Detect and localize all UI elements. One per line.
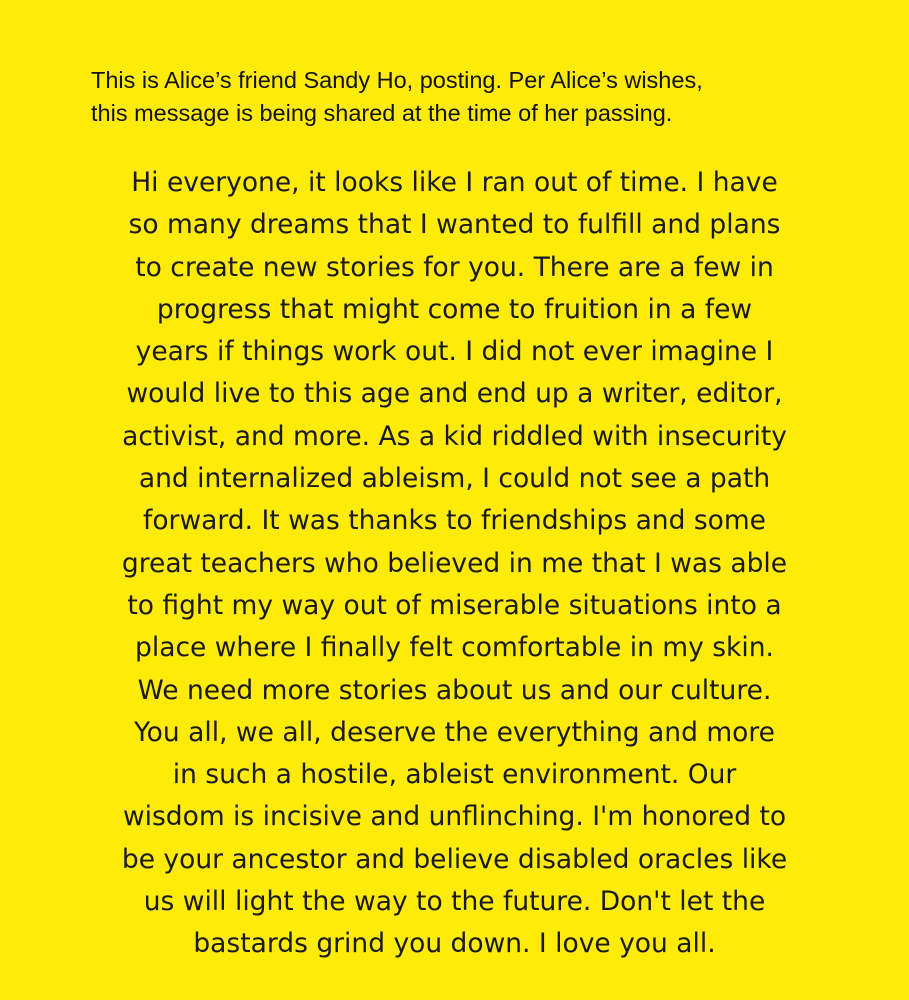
message-line: We need more stories about us and our culture. (137, 674, 772, 706)
message-line: so many dreams that I wanted to fulfill and plans (128, 209, 781, 241)
message-line: place where I finally felt comfortable in my skin. (135, 632, 774, 664)
message-line: wisdom is incisive and unflinching. I'm honored to (122, 801, 787, 833)
message-line: and internalized ableism, I could not see a path (138, 463, 771, 495)
intro-line: this message is being shared at the time of her passing. (91, 100, 673, 126)
message-line: us will light the way to the future. Don't let the (143, 886, 766, 918)
intro-line: This is Alice’s friend Sandy Ho, posting. Per Alice’s wishes, (91, 67, 703, 93)
message-line: years if things work out. I did not ever imagine I (135, 336, 774, 368)
message-line: to create new stories for you. There are a few in (135, 251, 774, 283)
message-line: progress that might come to fruition in a few (156, 293, 753, 325)
message-line: in such a hostile, ableist environment. Our (172, 759, 737, 791)
message-line: to fight my way out of miserable situations into a (127, 589, 782, 621)
message-line: be your ancestor and believe disabled oracles like (121, 843, 788, 875)
message-line: You all, we all, deserve the everything and more (134, 716, 775, 748)
message-line: forward. It was thanks to friendships and some (143, 505, 766, 537)
message-line: great teachers who believed in me that I was able (121, 547, 788, 579)
farewell-message (40, 162, 869, 966)
message-line: bastards grind you down. I love you all. (193, 928, 716, 960)
intro-note (91, 64, 851, 130)
message-line: would live to this age and end up a writer, editor, (126, 378, 783, 410)
message-line: activist, and more. As a kid riddled with insecurity (122, 420, 787, 452)
message-line: Hi everyone, it looks like I ran out of time. I have (131, 167, 778, 198)
